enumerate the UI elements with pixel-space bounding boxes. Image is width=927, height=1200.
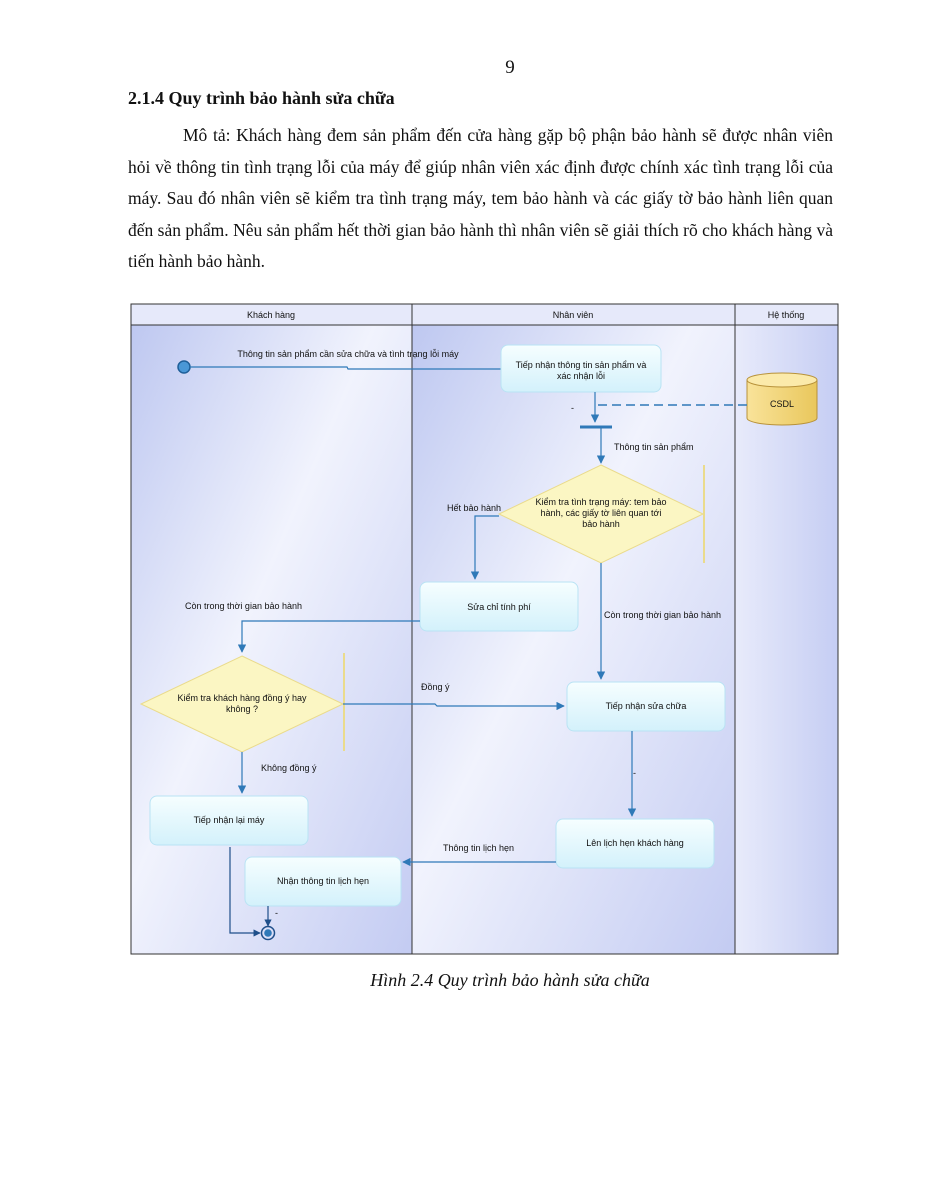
decision-label: Kiểm tra khách hàng đồng ý hay bbox=[177, 693, 307, 703]
description-label: Mô tả: bbox=[183, 125, 231, 145]
datastore-top bbox=[747, 373, 817, 387]
lane-title-staff: Nhân viên bbox=[552, 310, 594, 320]
section-heading: 2.1.4 Quy trình bảo hành sửa chữa bbox=[128, 88, 395, 108]
decision-label: không ? bbox=[225, 704, 259, 714]
decision-label: Kiểm tra tình trạng máy: tem bảo bbox=[535, 497, 667, 507]
lane-header-bar bbox=[131, 304, 838, 325]
edge-dash-label: - bbox=[275, 908, 278, 918]
datastore-label: CSDL bbox=[769, 399, 795, 409]
edge-label-in-warranty-left: Còn trong thời gian bảo hành bbox=[185, 601, 302, 611]
decision-label: hành, các giấy tờ liên quan tới bbox=[540, 508, 662, 518]
lane-title-system: Hệ thống bbox=[767, 310, 805, 320]
activity-label: xác nhận lỗi bbox=[556, 371, 606, 381]
edge-dash-label: - bbox=[571, 403, 574, 413]
activity-label: Sửa chỉ tính phí bbox=[467, 602, 531, 612]
edge-label-expired: Hết bảo hành bbox=[447, 503, 502, 513]
edge-label-schedule-info: Thông tin lịch hẹn bbox=[443, 843, 515, 853]
edge-label-in-warranty-right: Còn trong thời gian bảo hành bbox=[604, 610, 721, 620]
edge-label-disagree: Không đồng ý bbox=[261, 763, 317, 773]
edge-label-product-error: Thông tin sản phẩm cần sửa chữa và tình trạng lỗi máy bbox=[237, 349, 459, 359]
figure-caption: Hình 2.4 Quy trình bảo hành sửa chữa bbox=[370, 970, 650, 990]
activity-label: Tiếp nhận sửa chữa bbox=[605, 701, 687, 711]
edge-label-product-info: Thông tin sản phẩm bbox=[614, 442, 694, 452]
start-node bbox=[178, 361, 190, 373]
lane-title-customer: Khách hàng bbox=[246, 310, 296, 320]
activity-label: Tiếp nhận lại máy bbox=[193, 815, 265, 825]
decision-label: bảo hành bbox=[582, 519, 620, 529]
page-number: 9 bbox=[505, 57, 515, 78]
activity-label: Tiếp nhận thông tin sản phẩm và bbox=[515, 360, 647, 370]
end-node-core bbox=[264, 929, 272, 937]
activity-label: Nhận thông tin lịch hẹn bbox=[276, 876, 370, 886]
description-text: Khách hàng đem sản phẩm đến cửa hàng gặp bộ phận bảo hành sẽ được nhân viên hỏi về thông tin tình trạng lỗi của máy để giúp nhân viên xác định được chính xác tình trạng lỗi của máy. Sau đó nhân viên sẽ kiểm tra tình trạng máy, tem bảo hành và các giấy tờ bảo hành liên quan đến sản phẩm. Nêu sản phẩm hết thời gian bảo hành thì nhân viên sẽ giải thích rõ cho khách hàng và tiến hành bảo hành. bbox=[128, 125, 833, 271]
edge-label-agree: Đồng ý bbox=[421, 682, 450, 692]
activity-label: Lên lịch hẹn khách hàng bbox=[586, 838, 684, 848]
edge-dash-label: - bbox=[633, 768, 636, 778]
